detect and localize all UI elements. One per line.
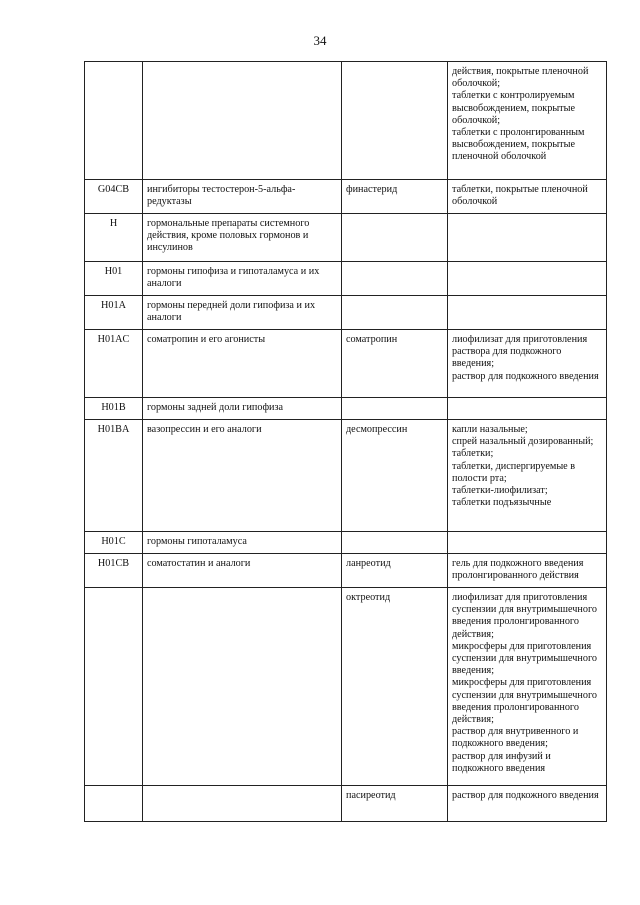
group-name-cell: гормоны гипофиза и гипоталамуса и их аналоги (143, 262, 342, 296)
dosage-form-item: лиофилизат для приготовления раствора для подкожного введения; (452, 334, 588, 370)
dosage-form-item: гель для подкожного введения пролонгированного действия (452, 558, 584, 582)
dosage-form-item: таблетки подъязычные (452, 497, 552, 509)
table-row (85, 262, 607, 296)
group-name-cell: вазопрессин и его аналоги (143, 420, 342, 532)
dosage-form-item: действия, покрытые пленочной оболочкой; (452, 66, 589, 90)
atc-code-cell: G04CB (85, 180, 143, 214)
atc-code-cell (85, 588, 143, 786)
drug-name-cell: октреотид (342, 588, 448, 786)
table-row (85, 532, 607, 554)
atc-code-cell (85, 786, 143, 822)
table-row (85, 296, 607, 330)
page-number: 34 (313, 33, 327, 48)
dosage-forms-cell (448, 420, 607, 532)
drug-name-cell: финастерид (342, 180, 448, 214)
atc-code-cell: H01C (85, 532, 143, 554)
dosage-form-item: раствор для внутривенного и подкожного введения; (452, 726, 579, 750)
table-row (85, 398, 607, 420)
dosage-forms-cell (448, 588, 607, 786)
dosage-form-item: микросферы для приготовления суспензии для внутримышечного введения пролонгированного действия; (452, 677, 597, 726)
dosage-forms-cell (448, 554, 607, 588)
dosage-form-item: спрей назальный дозированный; (452, 436, 594, 448)
group-name-cell: гормональные препараты системного действия, кроме половых гормонов и инсулинов (143, 214, 342, 262)
dosage-form-item: раствор для подкожного введения (452, 370, 599, 382)
drug-name-cell (342, 532, 448, 554)
atc-code-cell: H01AC (85, 330, 143, 398)
drug-name-cell: десмопрессин (342, 420, 448, 532)
group-name-cell (143, 786, 342, 822)
table-row (85, 588, 607, 786)
dosage-forms-cell (448, 398, 607, 420)
drug-name-cell (342, 262, 448, 296)
drug-name-cell: соматропин (342, 330, 448, 398)
dosage-forms-cell (448, 214, 607, 262)
table-body (85, 62, 607, 822)
dosage-forms-cell (448, 180, 607, 214)
dosage-form-item: лиофилизат для приготовления суспензии для внутримышечного введения пролонгированного действия; (452, 592, 597, 640)
group-name-cell: гормоны задней доли гипофиза (143, 398, 342, 420)
dosage-form-item: раствор для подкожного введения (452, 790, 599, 801)
table-row (85, 554, 607, 588)
atc-code-cell: H01A (85, 296, 143, 330)
dosage-form-item: раствор для инфузий и подкожного введения (452, 750, 551, 774)
table-row (85, 214, 607, 262)
table-row (85, 786, 607, 822)
atc-code-cell (85, 62, 143, 180)
dosage-forms-cell (448, 262, 607, 296)
dosage-form-item: таблетки; (452, 448, 494, 460)
table-row (85, 180, 607, 214)
atc-code-cell: H (85, 214, 143, 262)
atc-code-cell: H01BA (85, 420, 143, 532)
dosage-form-item: таблетки-лиофилизат; (452, 485, 548, 497)
atc-code-cell: H01B (85, 398, 143, 420)
drug-name-cell (342, 214, 448, 262)
group-name-cell: соматостатин и аналоги (143, 554, 342, 588)
drug-name-cell: ланреотид (342, 554, 448, 588)
group-name-cell: ингибиторы тестостерон-5-альфа-редуктазы (143, 180, 342, 214)
table-row (85, 420, 607, 532)
drug-table (84, 61, 607, 822)
drug-name-cell (342, 398, 448, 420)
drug-name-cell: пасиреотид (342, 786, 448, 822)
dosage-form-item: таблетки с пролонгированным высвобождением, покрытые пленочной оболочкой (452, 127, 585, 163)
dosage-form-item: микросферы для приготовления суспензии для внутримышечного введения; (452, 640, 597, 677)
group-name-cell: гормоны гипоталамуса (143, 532, 342, 554)
table-row (85, 62, 607, 180)
dosage-forms-cell (448, 532, 607, 554)
drug-name-cell (342, 62, 448, 180)
dosage-forms-cell (448, 786, 607, 822)
group-name-cell: гормоны передней доли гипофиза и их аналоги (143, 296, 342, 330)
group-name-cell: соматропин и его агонисты (143, 330, 342, 398)
dosage-forms-cell (448, 296, 607, 330)
dosage-forms-cell (448, 330, 607, 398)
dosage-form-item: таблетки с контролируемым высвобождением, покрытые оболочкой; (452, 90, 575, 126)
drug-name-cell (342, 296, 448, 330)
dosage-forms-cell (448, 62, 607, 180)
group-name-cell (143, 588, 342, 786)
atc-code-cell: H01CB (85, 554, 143, 588)
table-row (85, 330, 607, 398)
dosage-form-item: таблетки, диспергируемые в полости рта; (452, 460, 576, 484)
dosage-form-item: таблетки, покрытые пленочной оболочкой (452, 184, 588, 208)
atc-code-cell: H01 (85, 262, 143, 296)
group-name-cell (143, 62, 342, 180)
dosage-form-item: капли назальные; (452, 424, 528, 435)
